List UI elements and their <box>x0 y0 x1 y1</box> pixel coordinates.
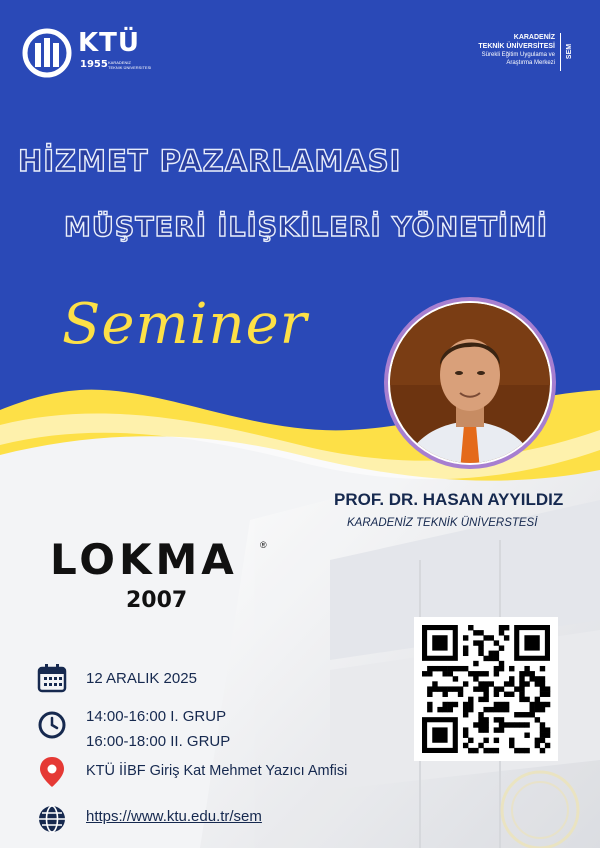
institution-line2: TEKNİK ÜNİVERSİTESİ <box>478 43 555 50</box>
logo-small-text: KARADENIZ TEKNIK ÜNIVERSITESI <box>108 60 152 70</box>
event-time-group2: 16:00-18:00 II. GRUP <box>86 733 231 750</box>
qr-code <box>414 617 558 761</box>
sponsor-year: 2007 <box>126 588 188 613</box>
institution-line1: KARADENİZ <box>513 34 555 41</box>
speaker-photo <box>382 295 558 471</box>
logo-year: 1955 <box>80 59 108 70</box>
speaker-affiliation: KARADENİZ TEKNİK ÜNİVERSTESİ <box>347 517 538 529</box>
speaker-name: PROF. DR. HASAN AYYILDIZ <box>334 490 564 509</box>
logo-name: KTÜ <box>78 28 140 58</box>
calendar-icon <box>37 663 67 693</box>
institution-divider <box>560 33 561 71</box>
title-line2: MÜŞTERİ İLİŞKİLERİ YÖNETİMİ <box>64 212 548 243</box>
institution-line3: Sürekli Eğitim Uygulama ve <box>481 52 555 58</box>
ktu-emblem-icon <box>22 28 72 78</box>
map-pin-icon <box>37 756 67 786</box>
event-date: 12 ARALIK 2025 <box>86 670 197 687</box>
sem-abbr: SEM <box>566 43 574 60</box>
institution-line4: Araştırma Merkezi <box>506 60 555 66</box>
event-location: KTÜ İİBF Giriş Kat Mehmet Yazıcı Amfisi <box>86 763 348 779</box>
clock-icon <box>37 710 67 740</box>
event-time-group1: 14:00-16:00 I. GRUP <box>86 708 227 725</box>
globe-icon <box>37 804 67 834</box>
website-link[interactable]: https://www.ktu.edu.tr/sem <box>86 808 262 825</box>
title-line1: HİZMET PAZARLAMASI <box>18 144 402 178</box>
sponsor-registered-mark: ® <box>260 540 267 550</box>
event-type: Seminer <box>62 292 308 357</box>
sponsor-logo-name: LOKMA <box>50 535 238 584</box>
institution-block <box>478 33 555 67</box>
